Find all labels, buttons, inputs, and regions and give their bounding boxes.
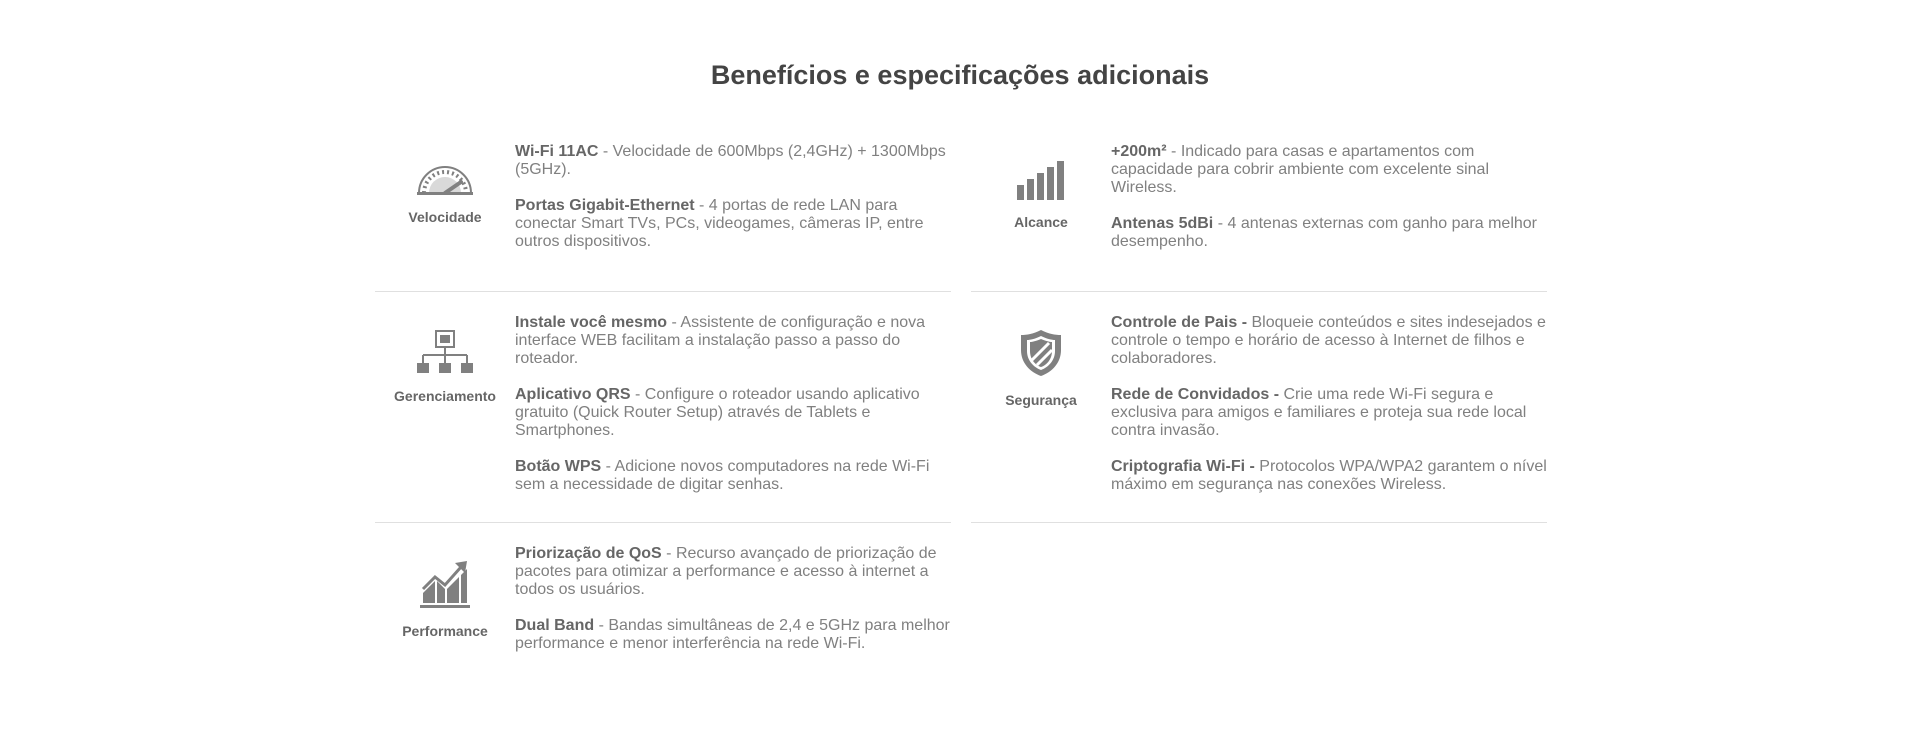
- divider: [375, 522, 951, 523]
- feature-item: Botão WPS - Adicione novos computadores na rede Wi-Fi sem a necessidade de digitar senhas.: [515, 458, 930, 493]
- performance-label: Performance: [402, 623, 488, 639]
- divider: [971, 522, 1547, 523]
- signal-bars-icon: [971, 160, 1111, 200]
- network-tree-icon: [375, 330, 515, 374]
- divider: [971, 291, 1547, 292]
- feature-item: +200m² - Indicado para casas e apartamentos com capacidade para cobrir ambiente com excelente sinal Wireless.: [1111, 143, 1489, 196]
- gerenciamento-features: [515, 314, 955, 512]
- speedometer-icon: [375, 163, 515, 195]
- seguranca-features: [1111, 314, 1551, 512]
- performance-icon-block: [375, 559, 515, 639]
- feature-item: Instale você mesmo - Assistente de configuração e nova interface WEB facilitam a instalação passo a passo do roteador.: [515, 314, 926, 367]
- shield-icon: [971, 328, 1111, 378]
- feature-item: Dual Band - Bandas simultâneas de 2,4 e 5GHz para melhor performance e menor interferência na rede Wi-Fi.: [515, 617, 950, 652]
- feature-item: Priorização de QoS - Recurso avançado de priorização de pacotes para otimizar a performance e acesso à internet a todos os usuários.: [515, 545, 937, 598]
- feature-item: Aplicativo QRS - Configure o roteador usando aplicativo gratuito (Quick Router Setup) através de Tablets e Smartphones.: [515, 386, 920, 439]
- alcance-label: Alcance: [1014, 214, 1068, 230]
- feature-item: Controle de Pais - Bloqueie conteúdos e sites indesejados e controle o tempo e horário de acesso à Internet de filhos e colaboradores.: [1111, 314, 1546, 367]
- velocidade-features: [515, 143, 955, 269]
- seguranca-icon-block: [971, 328, 1111, 408]
- seguranca-label: Segurança: [1005, 392, 1077, 408]
- velocidade-icon-block: [375, 163, 515, 225]
- gerenciamento-label: Gerenciamento: [394, 388, 496, 404]
- feature-item: Criptografia Wi-Fi - Protocolos WPA/WPA2 garantem o nível máximo em segurança nas conexões Wireless.: [1111, 458, 1547, 493]
- feature-item: Rede de Convidados - Crie uma rede Wi-Fi segura e exclusiva para amigos e familiares e proteja sua rede local contra invasão.: [1111, 386, 1527, 439]
- alcance-features: [1111, 143, 1551, 269]
- performance-features: [515, 545, 955, 671]
- feature-item: Wi-Fi 11AC - Velocidade de 600Mbps (2,4GHz) + 1300Mbps (5GHz).: [515, 143, 946, 178]
- divider: [375, 291, 951, 292]
- alcance-icon-block: [971, 160, 1111, 230]
- gerenciamento-icon-block: [375, 330, 515, 404]
- velocidade-label: Velocidade: [408, 209, 482, 225]
- page-title: Benefícios e especificações adicionais: [710, 60, 1210, 90]
- feature-item: Antenas 5dBi - 4 antenas externas com ganho para melhor desempenho.: [1111, 215, 1537, 250]
- feature-item: Portas Gigabit-Ethernet - 4 portas de rede LAN para conectar Smart TVs, PCs, videogames, câmeras IP, entre outros dispositivos.: [515, 197, 924, 250]
- growth-chart-icon: [375, 559, 515, 609]
